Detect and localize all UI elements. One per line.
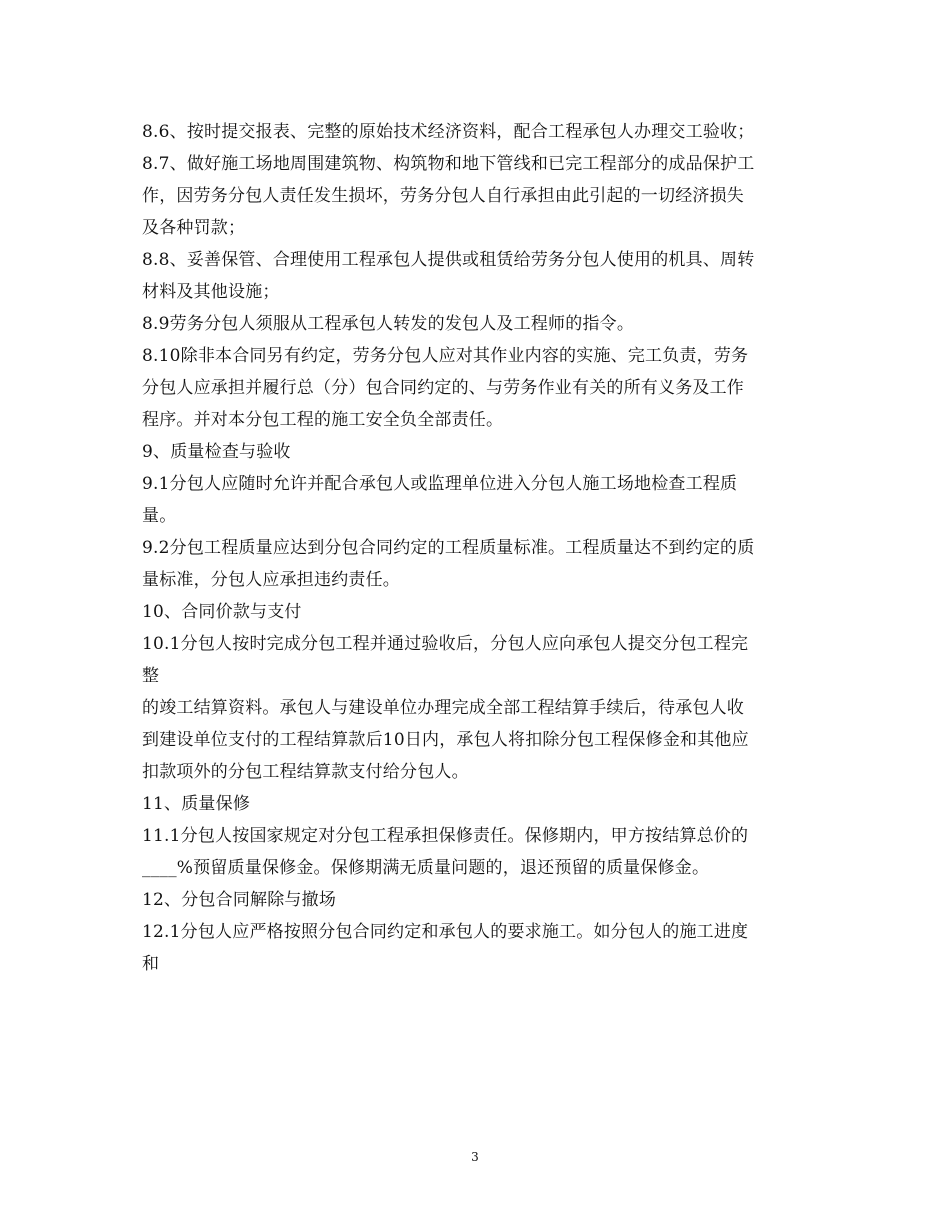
document-body	[142, 116, 822, 980]
text-line: 12.1分包人应严格按照分包合同约定和承包人的要求施工。如分包人的施工进度	[142, 922, 749, 942]
text-line: 量标准，分包人应承担违约责任。	[142, 570, 400, 590]
text-line: 到建设单位支付的工程结算款后10日内，承包人将扣除分包工程保修金和其他应	[142, 730, 749, 750]
text-line: 的竣工结算资料。承包人与建设单位办理完成全部工程结算手续后，待承包人收	[142, 698, 744, 718]
section-heading: 11、质量保修	[142, 794, 251, 814]
text-line: 8.10除非本合同另有约定，劳务分包人应对其作业内容的实施、完工负责，劳务	[142, 346, 749, 366]
text-line: 8.7、做好施工场地周围建筑物、构筑物和地下管线和已完工程部分的成品保护工	[142, 154, 755, 174]
text-line: 程序。并对本分包工程的施工安全负全部责任。	[142, 410, 504, 430]
section-heading: 10、合同价款与支付	[142, 602, 302, 622]
text-line: 整	[142, 666, 160, 686]
section-heading: 9、质量检查与验收	[142, 442, 291, 462]
section-heading: 12、分包合同解除与撤场	[142, 890, 337, 910]
page-number: 3	[471, 1150, 479, 1164]
text-line: 作，因劳务分包人责任发生损坏，劳务分包人自行承担由此引起的一切经济损失	[142, 186, 744, 206]
text-line: 扣款项外的分包工程结算款支付给分包人。	[142, 762, 469, 782]
text-line: 和	[142, 954, 160, 974]
text-line: 8.8、妥善保管、合理使用工程承包人提供或租赁给劳务分包人使用的机具、周转	[142, 250, 755, 270]
text-line: 9.1分包人应随时允许并配合承包人或监理单位进入分包人施工场地检查工程质	[142, 474, 738, 494]
text-line: 8.6、按时提交报表、完整的原始技术经济资料，配合工程承包人办理交工验收；	[142, 122, 755, 142]
text-line: 分包人应承担并履行总（分）包合同约定的、与劳务作业有关的所有义务及工作	[142, 378, 744, 398]
text-line: 材料及其他设施；	[142, 282, 280, 302]
text-line: 及各种罚款；	[142, 218, 246, 238]
text-line: 9.2分包工程质量应达到分包合同约定的工程质量标准。工程质量达不到约定的质	[142, 538, 755, 558]
text-line: 10.1分包人按时完成分包工程并通过验收后，分包人应向承包人提交分包工程完	[142, 634, 749, 654]
text-line: ____%预留质量保修金。保修期满无质量问题的，退还预留的质量保修金。	[142, 858, 710, 878]
text-line: 11.1分包人按国家规定对分包工程承担保修责任。保修期内，甲方按结算总价的	[142, 826, 749, 846]
text-line: 8.9劳务分包人须服从工程承包人转发的发包人及工程师的指令。	[142, 314, 635, 334]
text-line: 量。	[142, 506, 177, 526]
